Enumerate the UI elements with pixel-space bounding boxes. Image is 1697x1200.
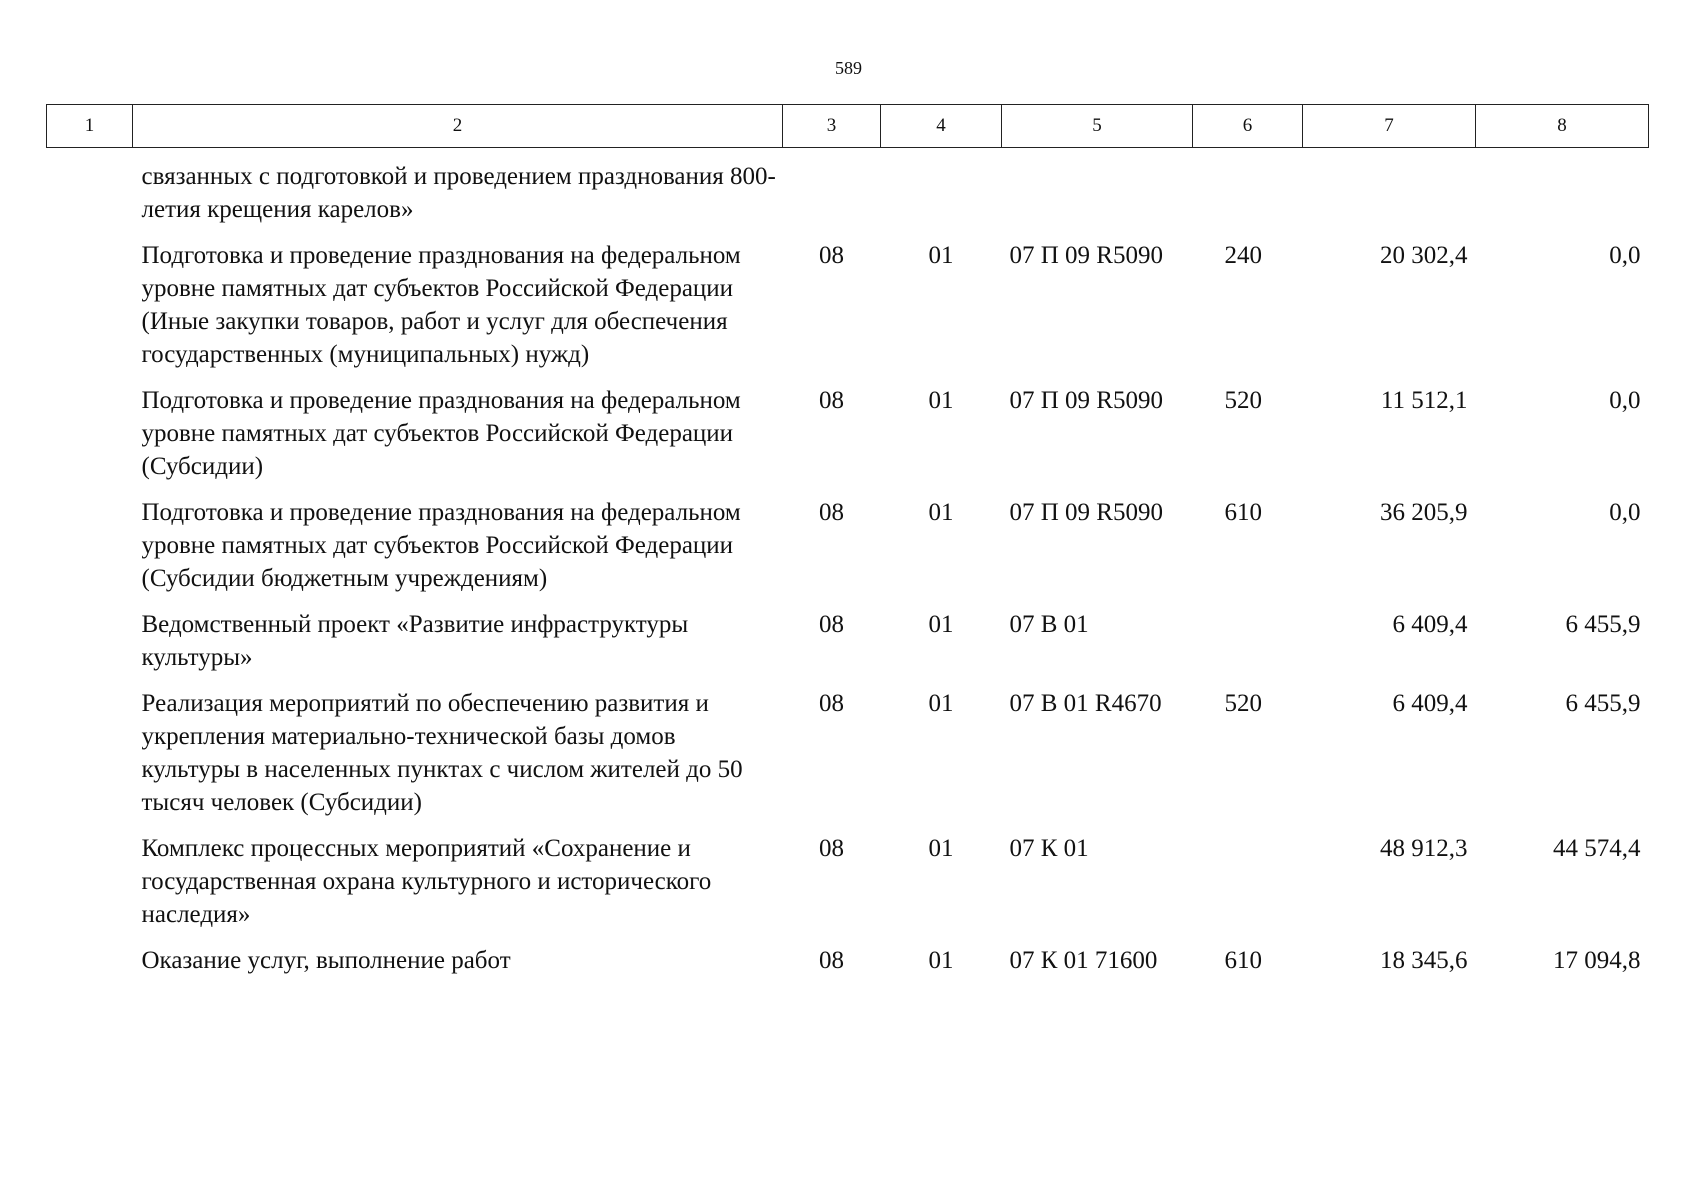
expense-type-cell	[1193, 148, 1303, 240]
row-number-cell	[47, 148, 133, 240]
table-row	[47, 148, 1649, 240]
section-cell: 08	[819, 690, 844, 717]
budget-table	[46, 104, 1649, 990]
sum-col8-cell: 17 094,8	[1553, 947, 1641, 974]
sum-col7-cell: 36 205,9	[1380, 499, 1468, 526]
row-number-cell	[47, 944, 133, 990]
column-header-2: 2	[133, 105, 783, 148]
target-article-cell: 07 П 09 R5090	[1009, 387, 1163, 414]
sum-col7-cell: 11 512,1	[1380, 387, 1468, 414]
sum-col7-cell: 18 345,6	[1380, 947, 1468, 974]
expense-type-cell: 610	[1224, 499, 1262, 526]
table-row	[47, 384, 1649, 496]
section-cell: 08	[819, 947, 844, 974]
section-cell: 08	[819, 242, 844, 269]
subsection-cell: 01	[928, 835, 954, 862]
section-cell: 08	[819, 499, 844, 526]
column-header-4: 4	[881, 105, 1002, 148]
subsection-cell	[881, 148, 1002, 240]
description-cell: Комплекс процессных мероприятий «Сохранение и государственная охрана культурного и исторического наследия»	[141, 835, 712, 928]
page-number: 589	[835, 58, 862, 78]
sum-col8-cell: 6 455,9	[1565, 611, 1641, 638]
subsection-cell: 01	[928, 611, 954, 638]
expense-type-cell: 610	[1224, 947, 1262, 974]
subsection-cell: 01	[928, 387, 954, 414]
sum-col7-cell: 48 912,3	[1380, 835, 1468, 862]
description-cell: Ведомственный проект «Развитие инфраструктуры культуры»	[141, 611, 689, 671]
description-cell: связанных с подготовкой и проведением празднования 800-летия крещения карелов»	[141, 163, 776, 223]
subsection-cell: 01	[928, 242, 954, 269]
table-row	[47, 608, 1649, 687]
table-header-row	[47, 105, 1649, 148]
subsection-cell: 01	[928, 690, 954, 717]
column-header-6: 6	[1193, 105, 1303, 148]
row-number-cell	[47, 832, 133, 944]
section-cell: 08	[819, 835, 844, 862]
description-cell: Подготовка и проведение празднования на федеральном уровне памятных дат субъектов Российской Федерации (Иные закупки товаров, работ и услуг для обеспечения государственных (муниципальных) нужд)	[141, 242, 741, 368]
expense-type-cell	[1193, 832, 1303, 944]
row-number-cell	[47, 496, 133, 608]
sum-col8-cell: 44 574,4	[1553, 835, 1641, 862]
subsection-cell: 01	[928, 947, 954, 974]
column-header-1: 1	[47, 105, 133, 148]
sum-col7-cell	[1303, 148, 1476, 240]
sum-col7-cell: 6 409,4	[1392, 611, 1468, 638]
target-article-cell: 07 В 01 R4670	[1009, 690, 1162, 717]
table-row	[47, 496, 1649, 608]
description-cell: Реализация мероприятий по обеспечению развития и укрепления материально-технической базы домов культуры в населенных пунктах с числом жителей до 50 тысяч человек (Субсидии)	[141, 690, 743, 816]
table-row	[47, 687, 1649, 832]
sum-col8-cell: 0,0	[1609, 499, 1641, 526]
sum-col8-cell: 0,0	[1609, 387, 1641, 414]
sum-col7-cell: 6 409,4	[1392, 690, 1468, 717]
sum-col8-cell: 6 455,9	[1565, 690, 1641, 717]
target-article-cell: 07 П 09 R5090	[1009, 499, 1163, 526]
target-article-cell	[1002, 148, 1193, 240]
table-row	[47, 944, 1649, 990]
target-article-cell: 07 К 01 71600	[1009, 947, 1158, 974]
description-cell: Подготовка и проведение празднования на федеральном уровне памятных дат субъектов Российской Федерации (Субсидии бюджетным учреждениям)	[141, 499, 741, 592]
description-cell: Оказание услуг, выполнение работ	[141, 947, 511, 974]
sum-col7-cell: 20 302,4	[1380, 242, 1468, 269]
section-cell	[783, 148, 881, 240]
column-header-8: 8	[1476, 105, 1649, 148]
expense-type-cell: 520	[1224, 690, 1262, 717]
section-cell: 08	[819, 611, 844, 638]
expense-type-cell: 520	[1224, 387, 1262, 414]
sum-col8-cell: 0,0	[1609, 242, 1641, 269]
expense-type-cell	[1193, 608, 1303, 687]
column-header-7: 7	[1303, 105, 1476, 148]
row-number-cell	[47, 687, 133, 832]
description-cell: Подготовка и проведение празднования на федеральном уровне памятных дат субъектов Российской Федерации (Субсидии)	[141, 387, 741, 480]
expense-type-cell: 240	[1224, 242, 1262, 269]
sum-col8-cell	[1476, 148, 1649, 240]
column-header-5: 5	[1002, 105, 1193, 148]
target-article-cell: 07 П 09 R5090	[1009, 242, 1163, 269]
row-number-cell	[47, 384, 133, 496]
target-article-cell: 07 В 01	[1009, 611, 1089, 638]
row-number-cell	[47, 239, 133, 384]
row-number-cell	[47, 608, 133, 687]
subsection-cell: 01	[928, 499, 954, 526]
table-row	[47, 239, 1649, 384]
section-cell: 08	[819, 387, 844, 414]
table-row	[47, 832, 1649, 944]
target-article-cell: 07 К 01	[1009, 835, 1089, 862]
column-header-3: 3	[783, 105, 881, 148]
